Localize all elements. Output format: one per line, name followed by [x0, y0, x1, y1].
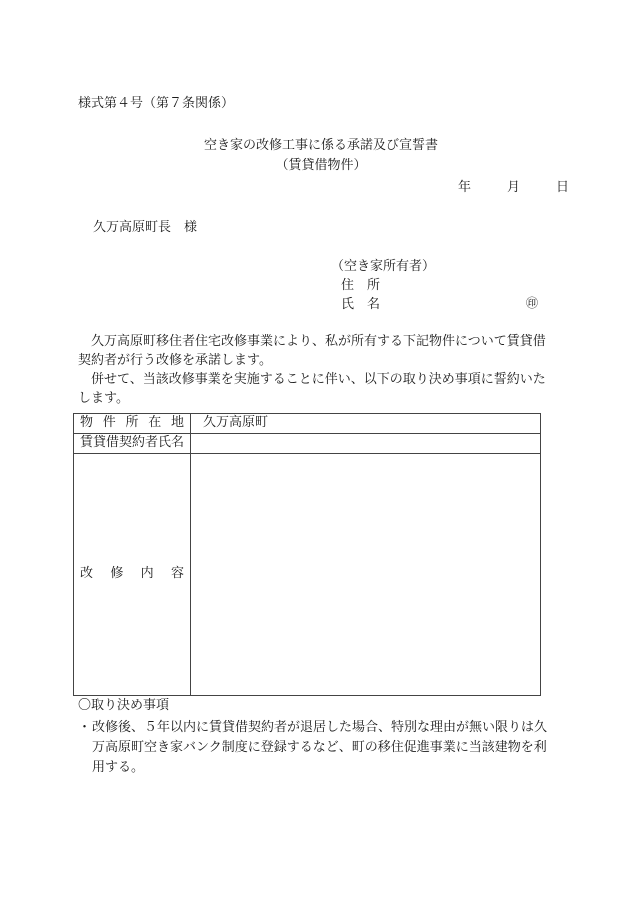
owner-label: （空き家所有者）: [331, 259, 436, 274]
label-char: 改: [80, 566, 94, 582]
body-paragraph-pledge: 併せて、当該改修事業を実施することに伴い、以下の取り決め事項に誓約いたします。: [78, 372, 546, 406]
date-month: 月: [507, 180, 521, 195]
location-label-cell: [74, 414, 191, 434]
rules-item-text: 改修後、５年以内に賃貸借契約者が退居した場合、特別な理由が無い限りは久万高原町空き家バンク制度に登録するなど、町の移住促進事業に当該建物を利用する。: [92, 720, 548, 775]
label-char: 在: [148, 415, 162, 431]
tenant-label: 賃貸借契約者氏名: [74, 434, 191, 454]
document-subtitle: （賃貸借物件）: [275, 158, 367, 173]
document-title: 空き家の改修工事に係る承諾及び宣誓書: [203, 138, 438, 153]
owner-name-label: 氏 名: [341, 297, 381, 312]
label-char: 修: [110, 566, 124, 582]
form-number: 様式第４号（第７条関係）: [78, 96, 235, 111]
label-char: 所: [125, 415, 139, 431]
label-char: 件: [102, 415, 116, 431]
seal-mark: ㊞: [526, 296, 539, 310]
table-row-tenant: [74, 434, 541, 454]
work-label-cell: [74, 454, 191, 696]
work-value: [191, 454, 541, 696]
date-year: 年: [458, 180, 472, 195]
rules-heading: 〇取り決め事項: [78, 698, 170, 713]
location-value: 久万高原町: [191, 414, 541, 434]
owner-address-label: 住 所: [341, 278, 381, 293]
label-char: 物: [80, 415, 94, 431]
body-paragraph-consent: 久万高原町移住者住宅改修事業により、私が所有する下記物件について賃貸借契約者が行う改修を承諾します。: [78, 334, 546, 368]
tenant-value: [191, 434, 541, 454]
table-row-work: [74, 454, 541, 696]
table-row-location: [74, 414, 541, 434]
bullet-mark: ・: [78, 720, 92, 735]
date-line: [458, 180, 569, 197]
label-char: 容: [170, 566, 184, 582]
property-table: [73, 413, 541, 696]
date-day: 日: [556, 180, 570, 195]
rules-item: [78, 718, 558, 778]
label-char: 内: [140, 566, 154, 582]
rules-list: [78, 718, 558, 778]
addressee: 久万高原町長 様: [93, 220, 198, 235]
body-text: [78, 332, 554, 408]
location-label: [80, 415, 184, 432]
label-char: 地: [171, 415, 185, 431]
work-label: [80, 566, 184, 583]
